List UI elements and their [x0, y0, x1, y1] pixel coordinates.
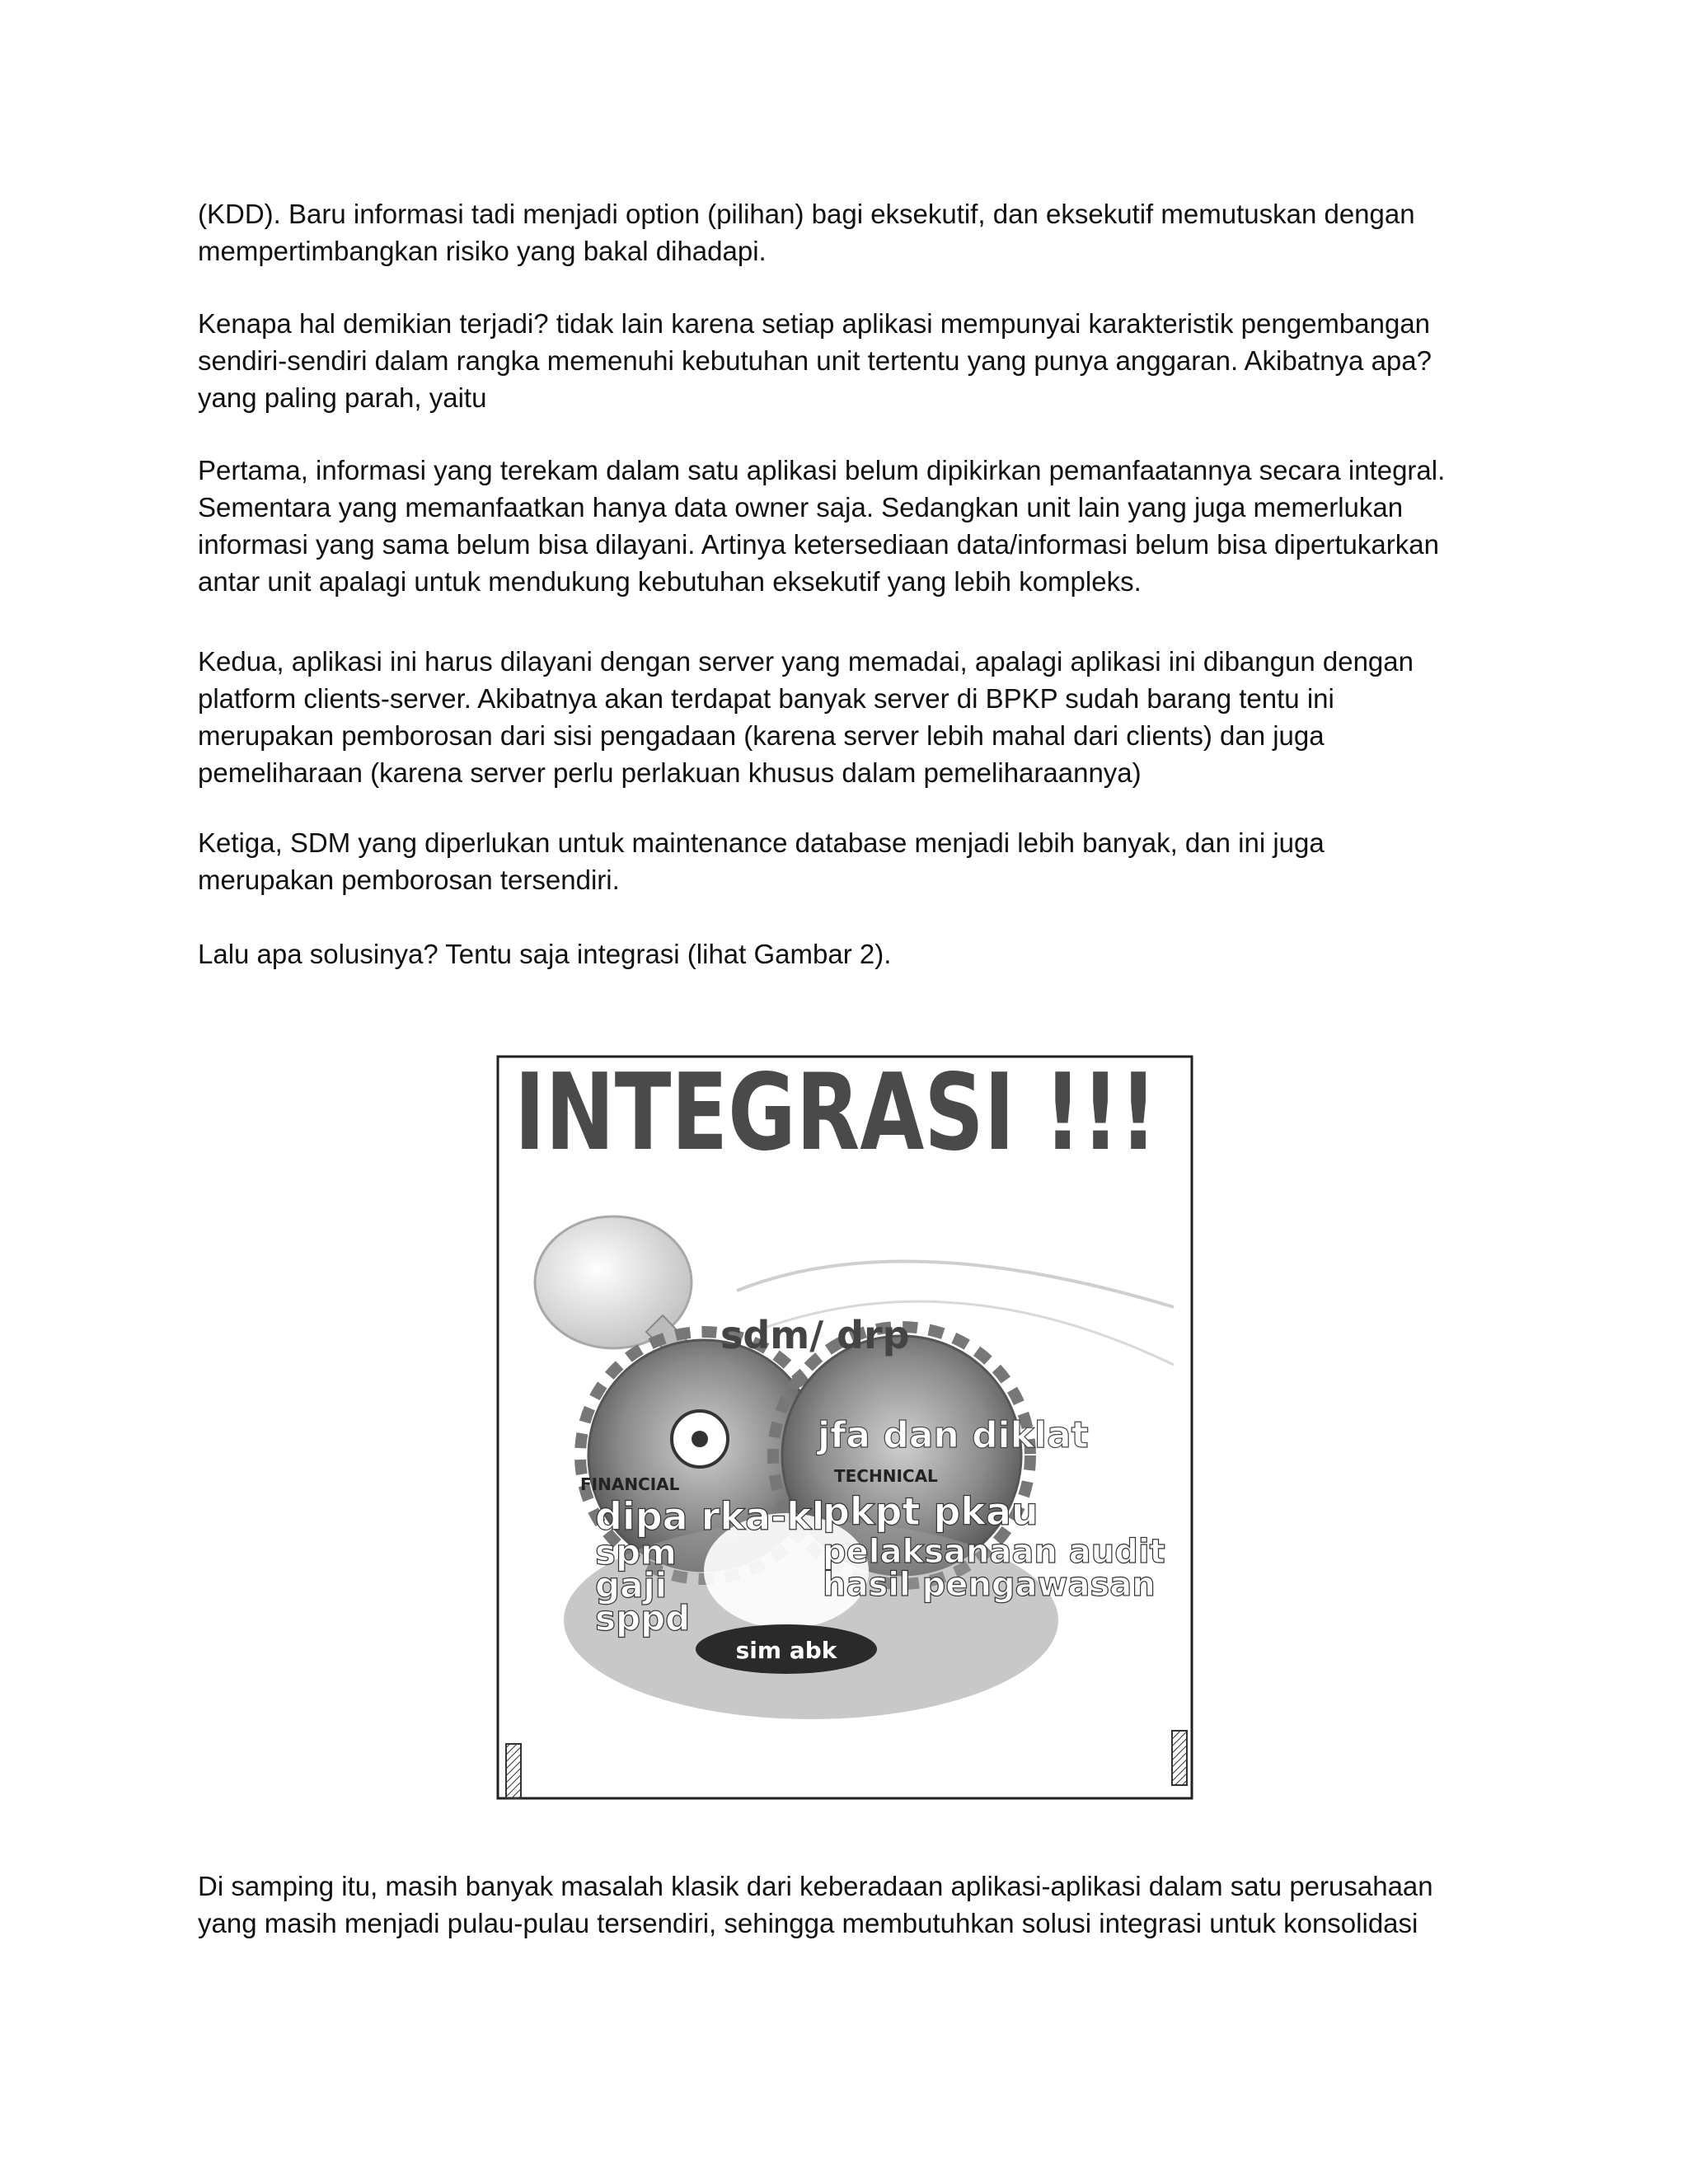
label-financial: FINANCIAL [580, 1474, 680, 1494]
text-line: yang paling parah, yaitu [198, 382, 487, 413]
integrasi-figure [490, 1043, 1212, 1808]
paragraph-2 [198, 305, 1517, 416]
text-line: Pertama, informasi yang terekam dalam satu aplikasi belum dipikirkan pemanfaatannya secara integral. [198, 455, 1446, 485]
label-technical: TECHNICAL [834, 1466, 938, 1486]
paragraph-4 [198, 643, 1517, 791]
text-line: Kedua, aplikasi ini harus dilayani dengan server yang memadai, apalagi aplikasi ini dibangun dengan [198, 646, 1414, 677]
text-line: antar unit apalagi untuk mendukung kebutuhan eksekutif yang lebih kompleks. [198, 566, 1142, 597]
text-line: merupakan pemborosan tersendiri. [198, 865, 620, 895]
paragraph-3 [198, 452, 1517, 600]
paragraph-6 [198, 935, 1517, 972]
text-line: sendiri-sendiri dalam rangka memenuhi kebutuhan unit tertentu yang punya anggaran. Akibatnya apa? [198, 345, 1432, 376]
label-gaji: gaji [595, 1565, 668, 1605]
integrasi-illustration [490, 1043, 1212, 1808]
figure-title: INTEGRASI !!! [514, 1052, 1157, 1174]
paragraph-1 [198, 195, 1517, 269]
paragraph-5 [198, 824, 1517, 898]
text-line: Lalu apa solusinya? Tentu saja integrasi (lihat Gambar 2). [198, 939, 892, 969]
label-sdm-drp: sdm/ drp [720, 1313, 910, 1357]
text-line: informasi yang sama belum bisa dilayani. Artinya ketersediaan data/informasi belum bisa dipertukarkan [198, 529, 1439, 560]
paragraph-7 [198, 1868, 1517, 1942]
text-line: Di samping itu, masih banyak masalah klasik dari keberadaan aplikasi-aplikasi dalam satu perusahaan [198, 1871, 1433, 1901]
text-line: Ketiga, SDM yang diperlukan untuk maintenance database menjadi lebih banyak, dan ini juga [198, 827, 1325, 858]
frame-corner-left [506, 1744, 521, 1798]
label-pelaksanaan-audit: pelaksanaan audit [823, 1533, 1165, 1571]
text-line: platform clients-server. Akibatnya akan terdapat banyak server di BPKP sudah barang tentu ini [198, 683, 1334, 714]
text-line: (KDD). Baru informasi tadi menjadi option (pilihan) bagi eksekutif, dan eksekutif memutuskan dengan [198, 199, 1415, 229]
text-line: yang masih menjadi pulau-pulau tersendiri, sehingga membutuhkan solusi integrasi untuk konsolidasi [198, 1908, 1418, 1938]
label-jfa-diklat: jfa dan diklat [818, 1414, 1089, 1456]
text-line: Kenapa hal demikian terjadi? tidak lain karena setiap aplikasi mempunyai karakteristik pengembangan [198, 308, 1431, 339]
label-spm: spm [595, 1532, 677, 1572]
label-sppd: sppd [595, 1598, 691, 1638]
text-line: merupakan pemborosan dari sisi pengadaan (karena server lebih mahal dari clients) dan juga [198, 720, 1325, 751]
label-dipa: dipa rka-kl [595, 1494, 825, 1539]
label-pkpt: pkpt pkau [823, 1489, 1039, 1534]
text-line: Sementara yang memanfaatkan hanya data owner saja. Sedangkan unit lain yang juga memerlukan [198, 492, 1404, 523]
label-hasil-pengawasan: hasil pengawasan [823, 1566, 1156, 1604]
text-line: mempertimbangkan risiko yang bakal dihadapi. [198, 236, 767, 266]
text-line: pemeliharaan (karena server perlu perlakuan khusus dalam pemeliharaannya) [198, 757, 1142, 788]
frame-corner-right [1172, 1731, 1187, 1785]
label-sim-abk: sim abk [735, 1637, 837, 1664]
